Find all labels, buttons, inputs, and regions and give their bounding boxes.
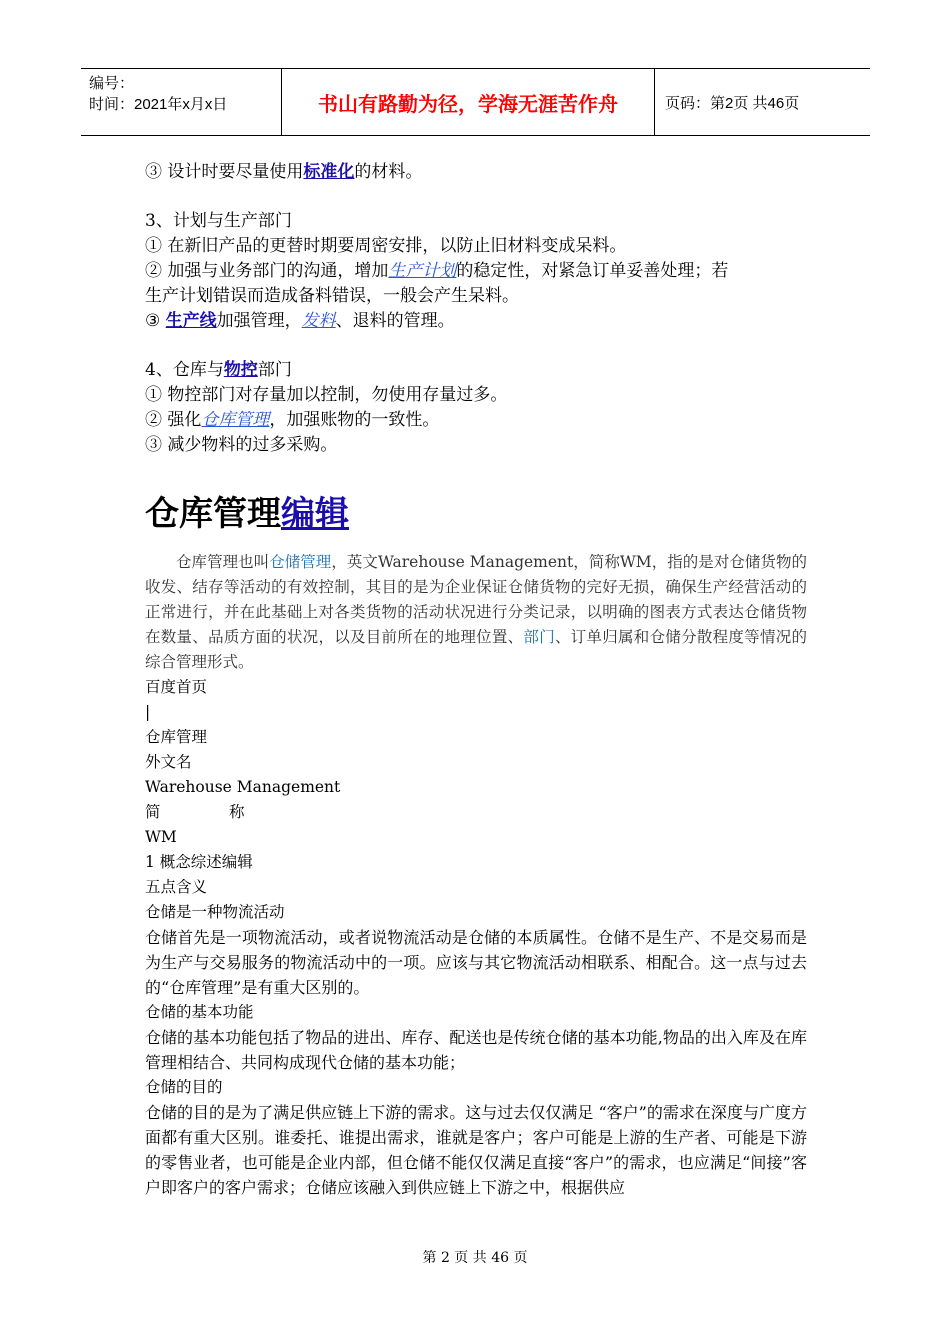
edit-link[interactable]: 编辑 — [281, 494, 349, 534]
point3-title: 仓储的目的 — [145, 1078, 223, 1096]
section3-item2-cont: 生产计划错误而造成备料错误，一般会产生呆料。 — [145, 286, 519, 306]
standardization-link[interactable]: 标准化 — [303, 162, 355, 182]
baidu-home-link[interactable]: 百度首页 — [145, 678, 208, 696]
header-motto: 书山有路勤为径，学海无涯苦作舟 — [282, 69, 655, 135]
section3-item1: ① 在新旧产品的更替时期要周密安排，以防止旧材料变成呆料。 — [145, 236, 627, 256]
number-label: 编号： — [89, 75, 135, 92]
section3-title: 3、计划与生产部门 — [145, 211, 292, 231]
abbr-value: WM — [145, 828, 177, 846]
department-link[interactable]: 部门 — [523, 628, 555, 646]
separator: | — [145, 703, 151, 721]
time-label: 时间：2021年x月x日 — [89, 96, 228, 113]
abbr-label: 简 称 — [145, 803, 245, 821]
issue-material-link[interactable]: 发料 — [301, 311, 336, 331]
warehouse-management-link[interactable]: 仓库管理 — [201, 410, 270, 430]
section-heading: 仓库管理编辑 — [145, 494, 349, 534]
production-plan-link[interactable]: 生产计划 — [388, 261, 457, 281]
point2-title: 仓储的基本功能 — [145, 1003, 254, 1021]
header-page-label: 页码：第2页 共46页 — [665, 94, 800, 112]
page-header — [81, 68, 870, 136]
foreign-name-value: Warehouse Management — [145, 778, 341, 796]
point1-title: 仓储是一种物流活动 — [145, 903, 285, 921]
material-control-link[interactable]: 物控 — [223, 360, 258, 380]
storage-management-link[interactable]: 仓储管理 — [269, 553, 332, 571]
five-points-label: 五点含义 — [145, 878, 208, 896]
intro-paragraph: 仓库管理也叫仓储管理，英文Warehouse Management，简称WM，指的是对仓储货物的收发、结存等活动的有效控制，其目的是为企业保证仓储货物的完好无损，确保生产经营活动的正常进行，并在此基础上对各类货物的活动状况进行分类记录，以明确的图表方式表达仓储货物在数量、品质方面的状况，以及目前所在的地理位置、部门、订单归属和仓储分散程度等情况的综合管理形式。 — [145, 553, 807, 671]
section3-item3: ③ 生产线加强管理，发料、退料的管理。 — [145, 311, 455, 331]
document-body — [145, 160, 810, 1200]
section4-item2: ② 强化仓库管理，加强账物的一致性。 — [145, 410, 440, 430]
foreign-name-label: 外文名 — [145, 753, 192, 771]
outline-heading: 1 概念综述编辑 — [145, 853, 253, 871]
point2-body: 仓储的基本功能包括了物品的进出、库存、配送也是传统仓储的基本功能,物品的出入库及在库管理相结合、共同构成现代仓储的基本功能； — [145, 1028, 807, 1072]
production-line-link[interactable]: 生产线 — [165, 311, 217, 331]
section4-title: 4、仓库与物控部门 — [145, 360, 292, 380]
section4-item1: ① 物控部门对存量加以控制，勿使用存量过多。 — [145, 385, 508, 405]
section4-item3: ③ 减少物料的过多采购。 — [145, 435, 338, 455]
point3-body: 仓储的目的是为了满足供应链上下游的需求。这与过去仅仅满足 “客户”的需求在深度与广度方面都有重大区别。谁委托、谁提出需求，谁就是客户；客户可能是上游的生产者、可能是下游的零售业者，也可能是企业内部，但仓储不能仅仅满足直接“客户”的需求，也应满足“间接”客户即客户的客户需求；仓储应该融入到供应链上下游之中，根据供应 — [145, 1103, 807, 1197]
point1-body: 仓储首先是一项物流活动，或者说物流活动是仓储的本质属性。仓储不是生产、不是交易而是为生产与交易服务的物流活动中的一项。应该与其它物流活动相联系、相配合。这一点与过去的“仓库管理”是有重大区别的。 — [145, 928, 807, 997]
header-meta — [81, 69, 282, 135]
section3-item2: ② 加强与业务部门的沟通，增加生产计划的稳定性，对紧急订单妥善处理；若 — [145, 261, 729, 281]
info-name: 仓库管理 — [145, 728, 208, 746]
list1-item3: ③ 设计时要尽量使用标准化的材料。 — [145, 162, 423, 182]
page-footer: 第 2 页 共 46 页 — [422, 1250, 528, 1266]
